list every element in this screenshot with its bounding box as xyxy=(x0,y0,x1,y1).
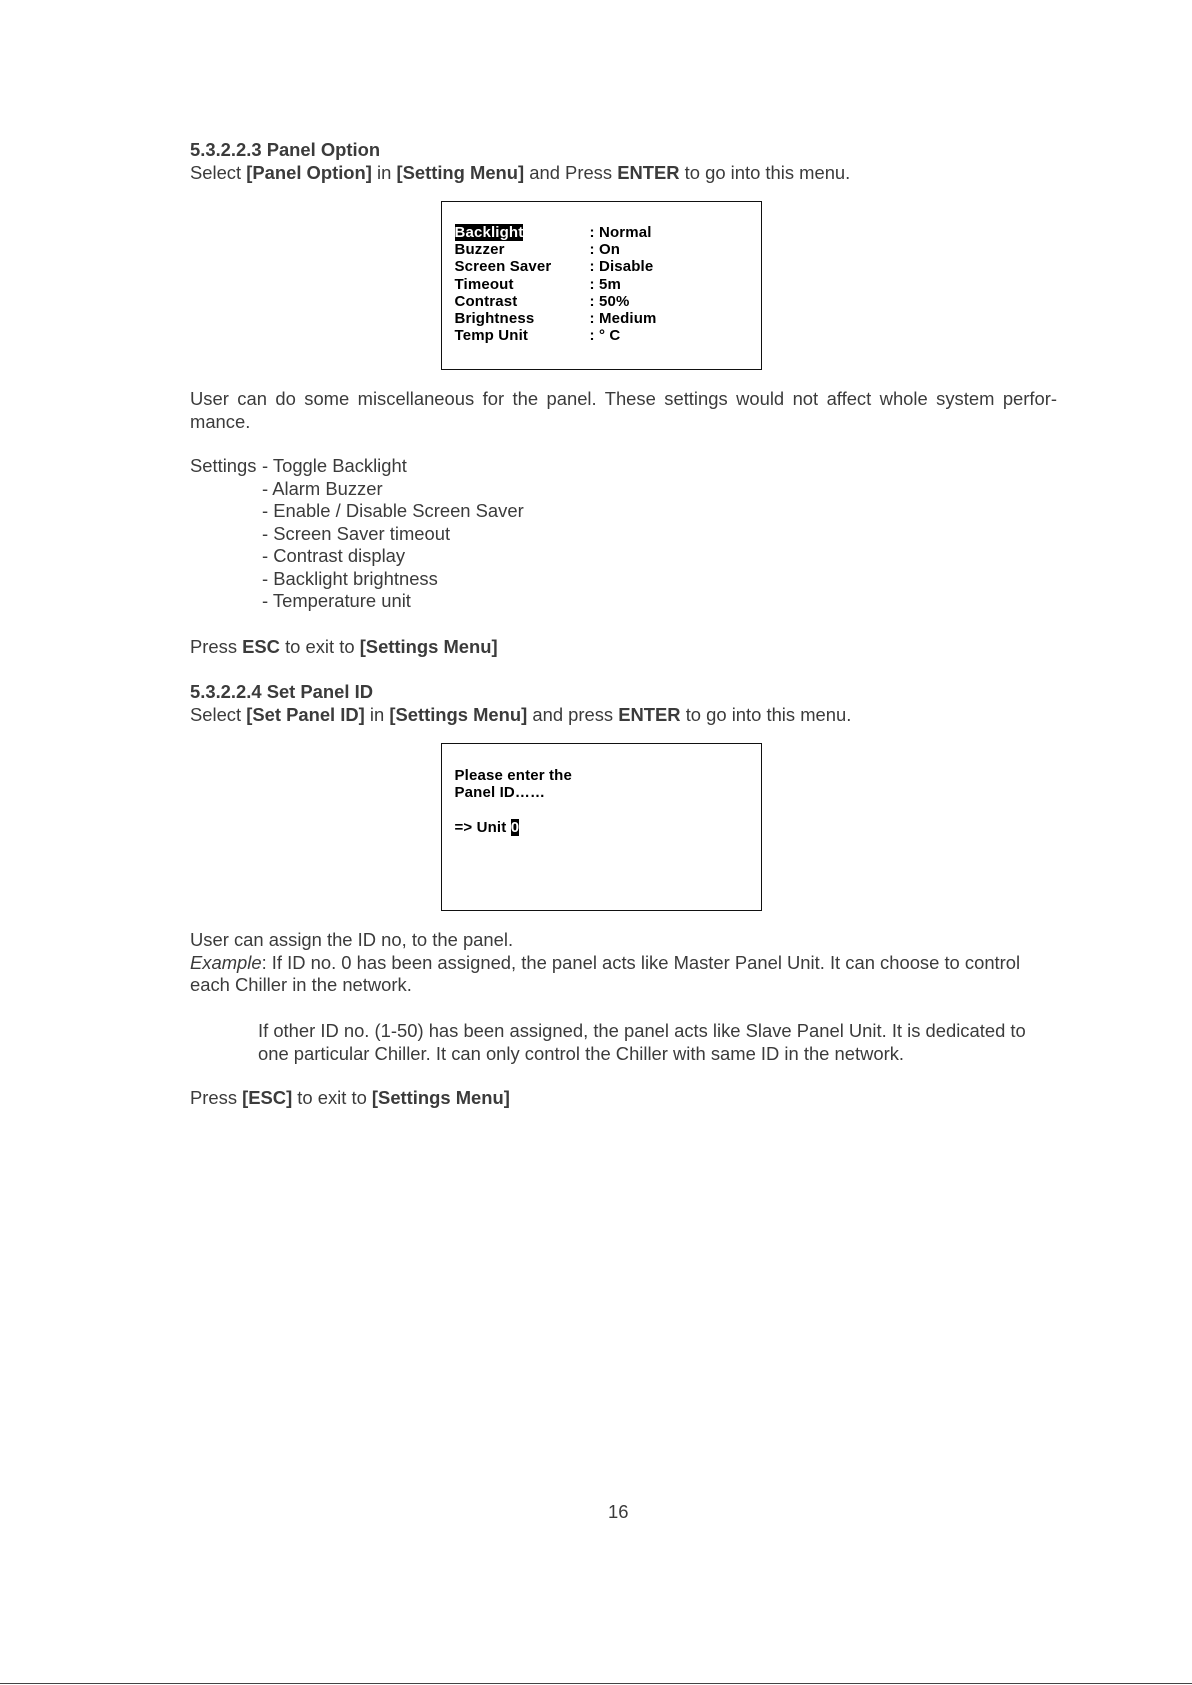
instruction-text: Select xyxy=(190,703,247,725)
example-text: : If ID no. 0 has been assigned, the panel acts like Master Panel Unit. It can choose to control xyxy=(261,951,1021,973)
screen-row-value: : 5m xyxy=(589,275,621,293)
key-name: ENTER xyxy=(618,703,681,725)
instruction-text: and Press xyxy=(524,161,618,183)
screen-row-value: : Normal xyxy=(589,224,652,241)
settings-list-item: - Backlight brightness xyxy=(262,567,438,589)
instruction-text: Press xyxy=(190,1087,243,1108)
instruction-text: in xyxy=(371,161,397,183)
settings-list-item: - Enable / Disable Screen Saver xyxy=(262,500,524,521)
screen-prompt-line: Please enter the xyxy=(454,767,572,784)
screen-row-value: : On xyxy=(589,241,621,259)
page-number: 16 xyxy=(608,1501,629,1522)
screen-row-value: : ° C xyxy=(589,327,621,345)
set-panel-id-exit-instruction xyxy=(190,1087,510,1110)
description-line: User can assign the ID no, to the panel. xyxy=(190,929,514,950)
parent-menu-name: [Settings Menu] xyxy=(371,1087,510,1108)
settings-list-item: - Alarm Buzzer xyxy=(262,477,383,499)
screen-row-label: Contrast xyxy=(454,292,518,310)
instruction-text: Press xyxy=(190,636,243,657)
menu-item-name: [Set Panel ID] xyxy=(246,703,365,725)
settings-list-item: - Toggle Backlight xyxy=(262,455,407,476)
settings-list-item: - Contrast display xyxy=(262,545,406,566)
screen-row-label: Backlight xyxy=(454,224,524,241)
note-line: If other ID no. (1-50) has been assigned, the panel acts like Slave Panel Unit. It is dedicated to xyxy=(258,1020,1026,1041)
parent-menu-name: [Settings Menu] xyxy=(359,636,498,657)
settings-list-item: - Screen Saver timeout xyxy=(262,522,451,544)
screen-row-label: Screen Saver xyxy=(454,258,552,276)
section-heading-text: 5.3.2.2.3 Panel Option xyxy=(190,139,381,160)
screen-row-timeout xyxy=(455,276,762,293)
screen-row-label: Temp Unit xyxy=(454,327,529,345)
screen-row-contrast xyxy=(455,293,762,310)
key-name: ENTER xyxy=(617,161,680,183)
screen-row-buzzer xyxy=(455,241,762,258)
panel-option-description xyxy=(190,388,1057,433)
description-line: mance. xyxy=(190,410,251,432)
section-heading-text: 5.3.2.2.4 Set Panel ID xyxy=(190,681,373,702)
page-bottom-divider xyxy=(0,1683,1192,1684)
instruction-text: to go into this menu. xyxy=(679,161,851,183)
example-line xyxy=(190,952,1020,975)
parent-menu-name: [Settings Menu] xyxy=(389,703,528,725)
screen-row-screen-saver xyxy=(455,258,762,275)
panel-option-exit-instruction xyxy=(190,636,498,659)
instruction-text: to exit to xyxy=(292,1087,372,1108)
instruction-text: Select xyxy=(190,161,247,183)
instruction-text: to exit to xyxy=(279,636,360,657)
screen-unit-input xyxy=(455,819,762,836)
settings-label: Settings xyxy=(190,455,257,476)
set-panel-id-note xyxy=(258,1020,1026,1065)
panel-option-screen xyxy=(441,201,762,370)
instruction-text: to go into this menu. xyxy=(680,703,852,725)
screen-row-label: Brightness xyxy=(454,309,535,327)
example-continuation: each Chiller in the network. xyxy=(190,974,412,995)
menu-item-name: [Panel Option] xyxy=(246,161,372,183)
instruction-text: in xyxy=(364,703,390,725)
instruction-text: and press xyxy=(527,703,619,725)
screen-row-value: : 50% xyxy=(589,292,630,310)
screen-row-brightness xyxy=(455,310,762,327)
key-name: ESC xyxy=(242,636,280,657)
screen-row-label: Buzzer xyxy=(454,241,505,259)
screen-row-temp-unit xyxy=(455,327,762,344)
screen-row-label: Timeout xyxy=(454,275,514,293)
set-panel-id-heading xyxy=(190,681,851,704)
panel-option-section-header xyxy=(190,139,850,184)
parent-menu-name: [Setting Menu] xyxy=(396,161,525,183)
set-panel-id-description xyxy=(190,929,1020,997)
screen-blank-line xyxy=(455,801,762,818)
set-panel-id-screen xyxy=(441,743,762,911)
example-label: Example xyxy=(190,951,262,973)
key-name: [ESC] xyxy=(242,1087,293,1108)
panel-option-instruction xyxy=(190,162,850,185)
set-panel-id-section-header xyxy=(190,681,851,726)
panel-option-heading xyxy=(190,139,850,162)
screen-prompt-line: Panel ID…… xyxy=(454,784,546,802)
screen-row-value: : Disable xyxy=(589,258,654,276)
note-line: one particular Chiller. It can only control the Chiller with same ID in the network. xyxy=(258,1042,905,1064)
settings-list xyxy=(262,455,524,613)
set-panel-id-instruction xyxy=(190,704,851,727)
unit-input-value: 0 xyxy=(510,818,520,836)
screen-row-backlight xyxy=(455,224,762,241)
settings-list-item: - Temperature unit xyxy=(262,590,411,611)
unit-input-prefix: => Unit xyxy=(454,818,511,836)
screen-row-value: : Medium xyxy=(589,309,657,327)
description-line: User can do some miscellaneous for the panel. These settings would not affect whole system perfor- xyxy=(190,388,1057,409)
